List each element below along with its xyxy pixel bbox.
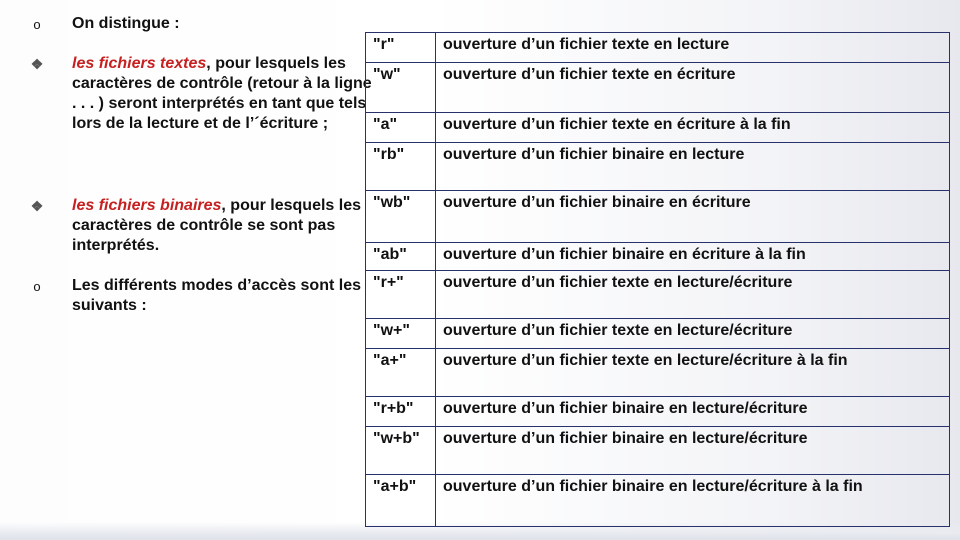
- text-files-highlight: les fichiers textes: [72, 55, 207, 72]
- mode-cell: "r": [366, 33, 436, 63]
- intro-text: On distingue :: [72, 15, 180, 32]
- description-cell: ouverture d’un fichier binaire en lecture/écriture: [436, 397, 950, 427]
- mode-cell: "a+": [366, 349, 436, 397]
- table-row: [366, 143, 950, 191]
- text-files-description: [72, 54, 372, 134]
- mode-cell: "rb": [366, 143, 436, 191]
- description-cell: ouverture d’un fichier texte en lecture: [436, 33, 950, 63]
- description-cell: ouverture d’un fichier binaire en lecture/écriture à la fin: [436, 475, 950, 527]
- table-row: [366, 33, 950, 63]
- table-row: [366, 271, 950, 319]
- table-row: [366, 243, 950, 271]
- text-files-rest: , pour lesquels les caractères de contrôle (retour à la ligne . . . ) seront interprétés en tant que tels lors de la lecture et de l’´écriture ;: [72, 55, 372, 132]
- mode-cell: "wb": [366, 191, 436, 243]
- binary-files-description: [72, 196, 372, 256]
- mode-cell: "w": [366, 63, 436, 113]
- description-cell: ouverture d’un fichier texte en écriture: [436, 63, 950, 113]
- mode-cell: "w+": [366, 319, 436, 349]
- mode-cell: "w+b": [366, 427, 436, 475]
- description-cell: ouverture d’un fichier texte en lecture/écriture: [436, 319, 950, 349]
- table-row: [366, 397, 950, 427]
- description-cell: ouverture d’un fichier binaire en écriture: [436, 191, 950, 243]
- table-row: [366, 63, 950, 113]
- description-cell: ouverture d’un fichier binaire en lecture: [436, 143, 950, 191]
- circle-bullet: o: [33, 17, 41, 32]
- mode-cell: "ab": [366, 243, 436, 271]
- table-row: [366, 319, 950, 349]
- description-cell: ouverture d’un fichier binaire en écriture à la fin: [436, 243, 950, 271]
- description-cell: ouverture d’un fichier binaire en lecture/écriture: [436, 427, 950, 475]
- table-row: [366, 427, 950, 475]
- table-row: [366, 191, 950, 243]
- table-row: [366, 113, 950, 143]
- binary-files-rest: , pour lesquels les caractères de contrôle se sont pas interprétés.: [72, 197, 362, 254]
- diamond-bullet: ❖: [30, 198, 44, 214]
- mode-cell: "r+": [366, 271, 436, 319]
- circle-bullet: o: [33, 279, 41, 294]
- binary-files-highlight: les fichiers binaires: [72, 197, 222, 214]
- modes-intro-text: Les différents modes d’accès sont les suivants :: [72, 277, 361, 314]
- description-cell: ouverture d’un fichier texte en écriture à la fin: [436, 113, 950, 143]
- mode-cell: "r+b": [366, 397, 436, 427]
- table-row: [366, 349, 950, 397]
- mode-cell: "a+b": [366, 475, 436, 527]
- access-modes-table: [365, 32, 950, 527]
- table-row: [366, 475, 950, 527]
- mode-cell: "a": [366, 113, 436, 143]
- diamond-bullet: ❖: [30, 56, 44, 72]
- description-cell: ouverture d’un fichier texte en lecture/écriture à la fin: [436, 349, 950, 397]
- description-cell: ouverture d’un fichier texte en lecture/écriture: [436, 271, 950, 319]
